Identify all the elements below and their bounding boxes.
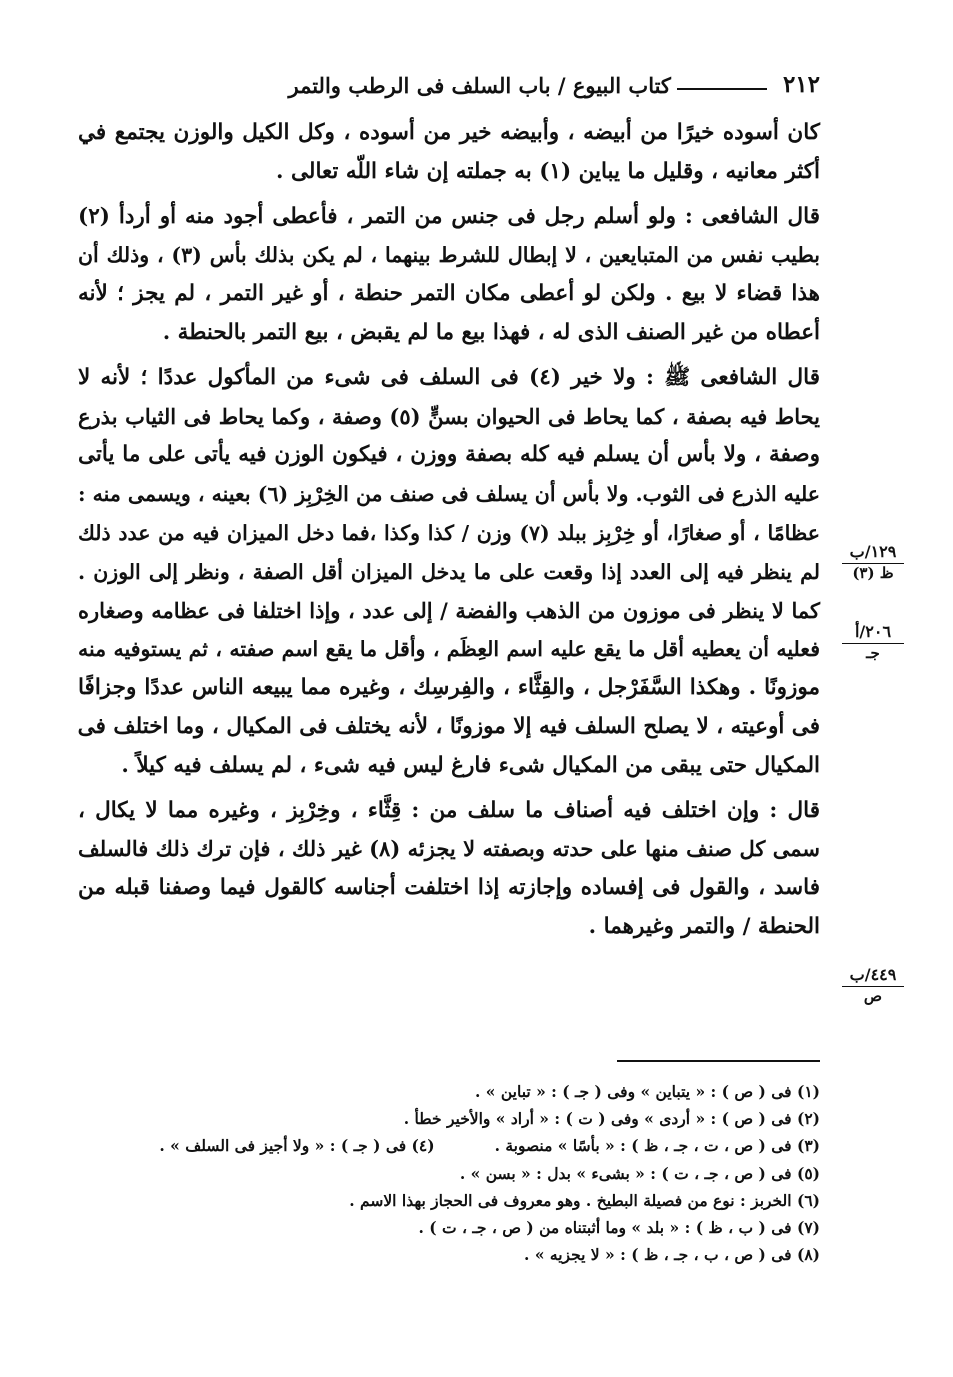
text-line <box>78 359 820 398</box>
text-line: أكثر معانيه ، وقليل ما يباين (١) به جملته إن شاء اللّه تعالى . <box>276 158 820 184</box>
main-text <box>78 114 820 953</box>
text-line: موزونًا . وهكذا السَّفَرْجل ، والقِثَّاء ، والفِرسِك ، وغيره مما يبيعه الناس عددًا وجزافًا <box>78 675 820 701</box>
footnote-row <box>78 1132 820 1159</box>
paragraph-1 <box>78 114 820 192</box>
text-line: أعطاه من غير الصنف الذى له ، فهذا بيع ما لم يقبض ، بيع التمر بالحنطة . <box>162 319 820 345</box>
margin-note <box>842 965 904 1005</box>
footnote: (٢) فى ( ص ) : « أردى » وفى ( ت ) : « أراد » والأخير خطأ . <box>403 1109 820 1129</box>
footnote: (٥) فى ( ص ، جـ ، ت ) : « بشىء » بدل : « بسن » . <box>459 1163 820 1183</box>
text-line: المكيال حتى يبقى من المكيال شىء فارغ ليس فيه شىء ، لم يسلف فيه كيلاً . <box>121 752 820 778</box>
footnote-rule <box>617 1060 820 1062</box>
footnote: (٣) فى ( ص ، ت ، جـ ، ظ ) : « بأسًا » منصوبة . <box>494 1136 820 1156</box>
text-line-content: ولا خير (٤) فى السلف فى شىء من المأكول عددًا ؛ لأنه لا <box>78 364 636 390</box>
text-line: يحاط فيه بصفة ، كما يحاط فى الحيوان بسنٍّ (٥) وصفة ، وكما يحاط فى الثياب بذرع <box>78 403 820 429</box>
footnote: (٨) فى ( ص ، ب ، جـ ، ظ ) : « لا يجزيه » . <box>524 1245 820 1265</box>
text-line: الحنطة / والتمر وغيرهما . <box>588 913 820 939</box>
margin-note-bottom: ص <box>863 987 883 1005</box>
margin-note-bottom: ظ (٣) <box>852 564 894 582</box>
footnotes <box>78 1078 820 1268</box>
page-number: ٢١٢ <box>782 71 820 98</box>
text-line <box>78 792 820 831</box>
text-line: بطيب نفس من المتبايعين ، لا إبطال للشرط بينهما ، لم يكن بذلك بأس (٣) ، وذلك أن <box>78 243 820 268</box>
footnote: (١) فى ( ص ) : « يتباين » وفى ( جـ ) : « تباين » . <box>474 1082 820 1101</box>
text-line: فاسد ، والقول فى إفساده وإجازته إذا اختلفت أجناسه كالقول فيما وصفنا قبله من <box>78 875 820 901</box>
text-line: وصفة ، ولا بأس أن يسلم فيه كله بصفة ووزن ، فيكون الوزن فيه يأتى على ما يأتى <box>78 442 820 468</box>
paragraph-2 <box>78 198 820 353</box>
footnote: (٤) فى ( جـ ) : « ولا أجيز فى السلف » . <box>159 1136 435 1156</box>
text-line: عظامًا ، أو صغارًا، أو خِرْبِز ببلد (٧) وزن / كذا وكذا ،فما دخل الميزان فيه من عدد ذلك <box>78 520 820 545</box>
margin-note-top: ٤٤٩/ب <box>842 965 904 987</box>
speaker-label: قال : <box>769 797 820 823</box>
text-line-content: ولو أسلم رجل فى جنس من التمر ، فأعطى أجود منه أو أردأ (٢) <box>78 203 676 229</box>
footnote: (٧) فى ( ب ، ظ ) : « بلد » وما أثبتناه من ( ص ، جـ ، ت ) . <box>418 1218 820 1238</box>
paragraph-4 <box>78 792 820 947</box>
text-line: فى أوعيته ، لا يصلح السلف فيه إلا موزونًا ، لأنه يختلف فى المكيال ، وما اختلف فى <box>77 713 820 739</box>
text-line: سمى كل صنف منها على حدته وبصفته لا يجزئه (٨) غير ذلك ، فإن ترك ذلك فالسلف <box>78 836 820 862</box>
margin-note-top: ١٢٩/ب <box>842 542 904 564</box>
header-rule <box>677 88 767 90</box>
text-line: كان أسوده خيرًا من أبيضه ، وأبيضه خير من أسوده ، وكل الكيل والوزن يجتمع في <box>78 120 820 145</box>
margin-note-bottom: جـ <box>866 644 880 662</box>
speaker-label: قال الشافعى ﷺ : <box>646 364 820 390</box>
text-line <box>78 198 820 237</box>
margin-note <box>842 622 904 662</box>
running-header <box>78 64 820 98</box>
speaker-label: قال الشافعى : <box>684 203 820 229</box>
text-line: كما لا ينظر فى موزون من الذهب والفضة / إلى عدد ، وإذا اختلفا فى عظامه وصغاره <box>78 597 820 623</box>
margin-note-top: ٢٠٦/أ <box>842 622 904 644</box>
margin-note <box>842 542 904 582</box>
header-title: كتاب البيوع / باب السلف فى الرطب والتمر <box>288 73 671 98</box>
text-line: هذا قضاء لا بيع . ولكن لو أعطى مكان التمر حنطة ، أو غير التمر ، لم يجز ؛ لأنه <box>78 281 820 307</box>
text-line: لم ينظر فيه إلى العدد إذا وقعت على ما يدخل الميزان أقل الصفة ، ونظر إلى الوزن . <box>78 559 820 584</box>
footnote: (٦) الخربز : نوع من فصيلة البطيخ . وهو معروف فى الحجاز بهذا الاسم . <box>349 1190 820 1210</box>
text-line-content: وإن اختلف فيه أصناف ما سلف من : قِثَّاء ، وخِرْبِز ، وغيره مما لا يكال ، <box>78 797 760 823</box>
paragraph-3 <box>78 359 820 786</box>
text-line: فعليه أن يعطيه أقل ما يقع عليه اسم العِظَم ، وأقل ما يقع اسم صفته ، ثم يستوفيه منه <box>78 637 820 662</box>
text-line: عليه الذرع فى الثوب. ولا بأس أن يسلف فى صنف من الخِرْبِز (٦) بعينه ، ويسمى منه : <box>77 482 820 507</box>
